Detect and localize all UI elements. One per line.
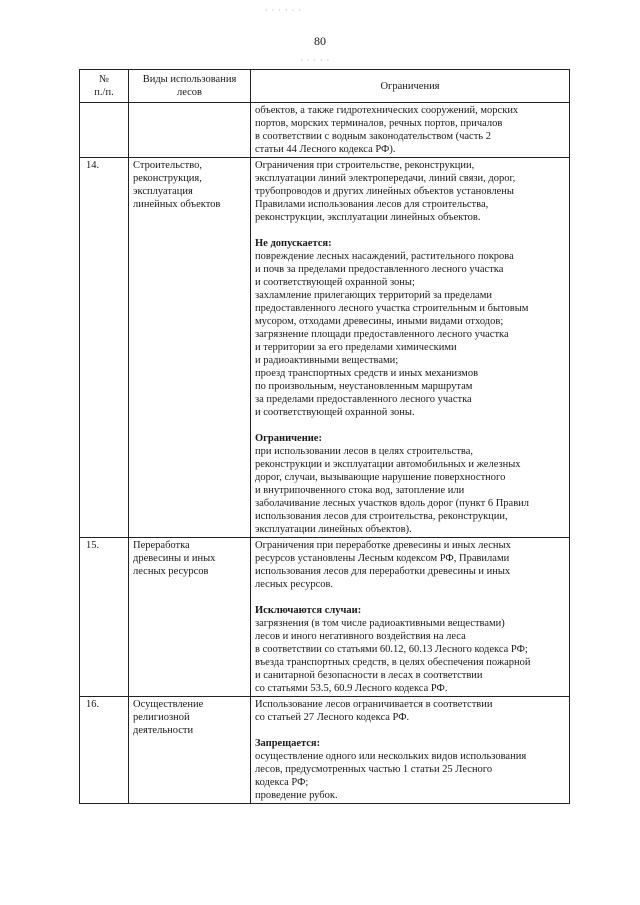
intro-line: использования лесов для переработки древесины и иных	[255, 566, 511, 577]
restriction-line: въезда транспортных средств, в целях обеспечения пожарной	[255, 657, 531, 668]
restrictions-cell	[251, 538, 570, 697]
scan-artifact-top: · · · · · ·	[265, 6, 302, 15]
restriction-line: проведение рубок.	[255, 790, 338, 801]
forest-use-type: Переработка древесины и иных лесных ресурсов	[129, 538, 251, 697]
restriction-line: кодекса РФ;	[255, 777, 309, 788]
continuation-line: статьи 44 Лесного кодекса РФ).	[255, 144, 396, 155]
section-heading: Ограничение:	[255, 433, 322, 444]
restriction-line: по произвольным, неустановленным маршрутам	[255, 381, 473, 392]
restriction-line: осуществление одного или нескольких видов использования	[255, 751, 527, 762]
row-number: 14.	[80, 158, 129, 538]
restriction-line: и соответствующей охранной зоны.	[255, 407, 415, 418]
page-number: 80	[314, 34, 326, 48]
header-forest-use-type: Виды использования лесов	[129, 70, 251, 103]
header-number: № п./п.	[80, 70, 129, 103]
restrictions-table	[79, 69, 570, 804]
row-number: 15.	[80, 538, 129, 697]
restriction-line: эксплуатации линейных объектов).	[255, 524, 412, 535]
restriction-line: и территории за его пределами химическими	[255, 342, 457, 353]
restriction-line: проезд транспортных средств и иных механизмов	[255, 368, 479, 379]
restriction-line: захламление прилегающих территорий за пределами	[255, 290, 492, 301]
restriction-line: за пределами предоставленного лесного участка	[255, 394, 472, 405]
restriction-line: и санитарной безопасности в лесах в соответствии	[255, 670, 483, 681]
table-row	[80, 538, 570, 697]
table-row-continuation	[80, 103, 570, 158]
intro-line: Правилами использования лесов для строительства,	[255, 199, 489, 210]
continuation-line: портов, морских терминалов, речных портов, причалов	[255, 118, 503, 129]
restriction-line: и соответствующей охранной зоны;	[255, 277, 415, 288]
scan-artifact-mid: · · · · ·	[300, 56, 331, 65]
restriction-line: предоставленного лесного участка строительным и бытовым	[255, 303, 529, 314]
restriction-line: и внутрипочвенного стока вод, затопление или	[255, 485, 465, 496]
restrictions-cell	[251, 697, 570, 804]
continuation-cell	[251, 103, 570, 158]
restriction-line: заболачивание лесных участков вдоль дорог (пункт 6 Правил	[255, 498, 530, 509]
continuation-line: в соответствии с водным законодательством (часть 2	[255, 131, 491, 142]
table-row	[80, 158, 570, 538]
section-heading: Запрещается:	[255, 738, 321, 749]
restriction-line: лесов и иного негативного воздействия на леса	[255, 631, 466, 642]
restriction-line: в соответствии со статьями 60.12, 60.13 Лесного кодекса РФ;	[255, 644, 528, 655]
intro-line: эксплуатации линий электропередачи, линий связи, дорог,	[255, 173, 516, 184]
intro-line: Ограничения при переработке древесины и иных лесных	[255, 540, 511, 551]
forest-use-type: Строительство, реконструкция, эксплуатация линейных объектов	[129, 158, 251, 538]
restriction-line: лесов, предусмотренных частью 1 статьи 25 Лесного	[255, 764, 493, 775]
intro-line: лесных ресурсов.	[255, 579, 334, 590]
restriction-line: повреждение лесных насаждений, растительного покрова	[255, 251, 514, 262]
restrictions-cell	[251, 158, 570, 538]
restriction-line: мусором, отходами древесины, иными видами отходов;	[255, 316, 504, 327]
intro-line: Использование лесов ограничивается в соответствии	[255, 699, 493, 710]
restriction-line: при использовании лесов в целях строительства,	[255, 446, 474, 457]
header-restrictions: Ограничения	[251, 70, 570, 103]
continuation-line: объектов, а также гидротехнических сооружений, морских	[255, 105, 519, 116]
restriction-line: загрязнения (в том числе радиоактивными веществами)	[255, 618, 505, 629]
intro-line: со статьей 27 Лесного кодекса РФ.	[255, 712, 410, 723]
intro-line: трубопроводов и других линейных объектов установлены	[255, 186, 514, 197]
restriction-line: и почв за пределами предоставленного лесного участка	[255, 264, 504, 275]
restriction-line: использования лесов для строительства, реконструкции,	[255, 511, 508, 522]
intro-line: реконструкции, эксплуатации линейных объектов.	[255, 212, 481, 223]
intro-line: Ограничения при строительстве, реконструкции,	[255, 160, 475, 171]
row-number: 16.	[80, 697, 129, 804]
section-heading: Не допускается:	[255, 238, 332, 249]
section-heading: Исключаются случаи:	[255, 605, 362, 616]
restriction-line: со статьями 53.5, 60.9 Лесного кодекса РФ.	[255, 683, 448, 694]
intro-line: ресурсов установлены Лесным кодексом РФ, Правилами	[255, 553, 510, 564]
restriction-line: дорог, случаи, вызывающие нарушение поверхностного	[255, 472, 506, 483]
restriction-line: реконструкции и эксплуатации автомобильных и железных	[255, 459, 521, 470]
restriction-line: загрязнение площади предоставленного лесного участка	[255, 329, 509, 340]
forest-use-type: Осуществление религиозной деятельности	[129, 697, 251, 804]
table-header-row	[80, 70, 570, 103]
table-row	[80, 697, 570, 804]
restriction-line: и радиоактивными веществами;	[255, 355, 399, 366]
